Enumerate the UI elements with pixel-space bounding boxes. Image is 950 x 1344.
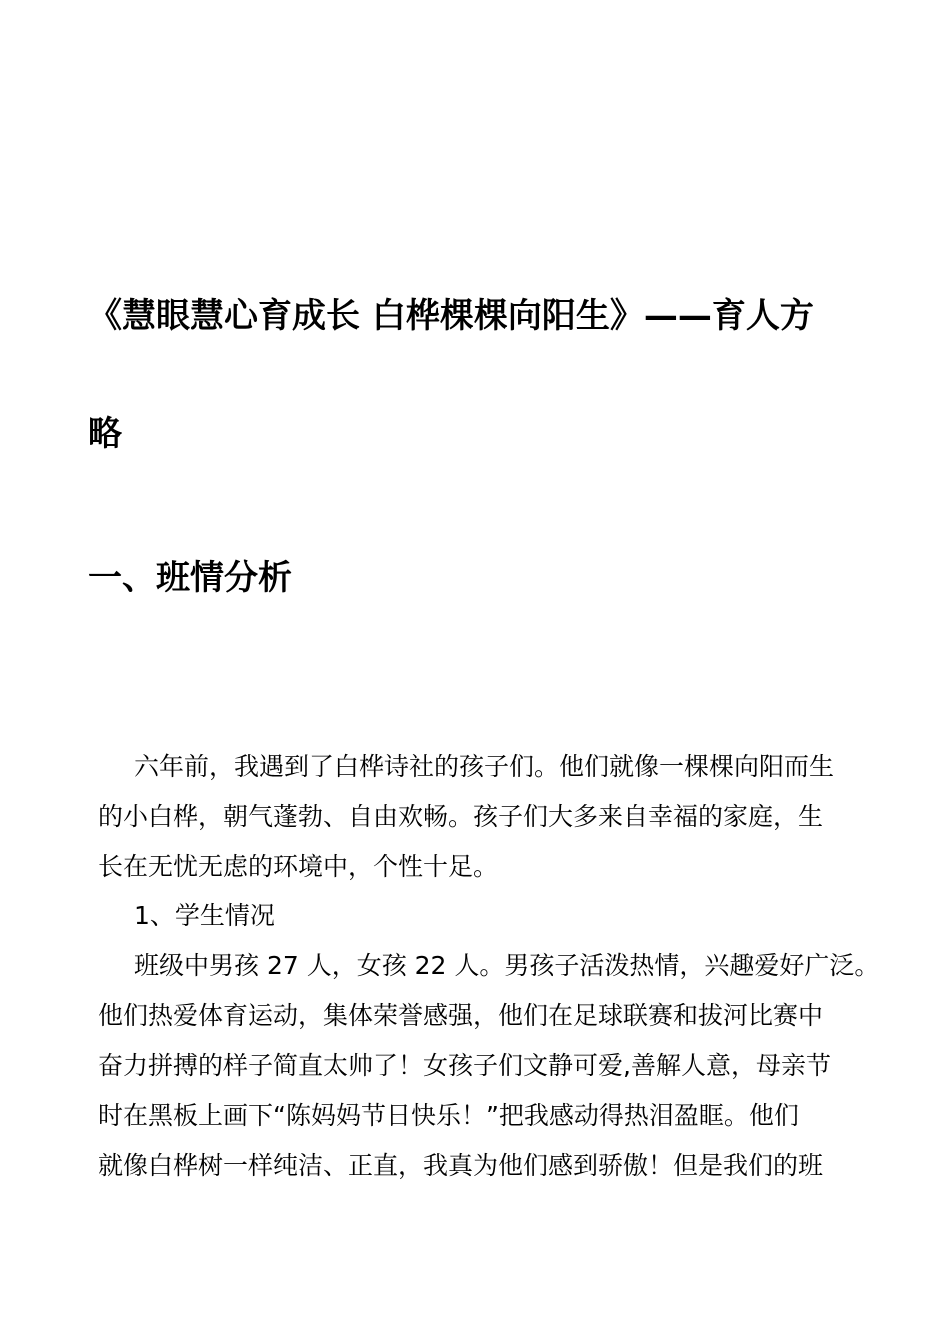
paragraph-2-line-5: 就像白桦树一样纯洁、正直，我真为他们感到骄傲！但是我们的班 [98,1151,824,1180]
paragraph-1-line-1: 六年前，我遇到了白桦诗社的孩子们。他们就像一棵棵向阳而生 [134,752,835,781]
paragraph-2-line-4: 时在黑板上画下“陈妈妈节日快乐！”把我感动得热泪盈眶。他们 [98,1101,799,1130]
paragraph-1-line-3: 长在无忧无虑的环境中，个性十足。 [98,852,499,881]
paragraph-2-line-3: 奋力拼搏的样子简直太帅了！女孩子们文静可爱,善解人意，母亲节 [98,1051,831,1080]
paragraph-2-line-2: 他们热爱体育运动，集体荣誉感强，他们在足球联赛和拔河比赛中 [98,1001,824,1030]
document-title-line-2: 略 [88,414,122,454]
paragraph-2-line-1: 班级中男孩 27 人，女孩 22 人。男孩子活泼热情，兴趣爱好广泛。 [134,951,880,980]
document-title-line-1: 《慧眼慧心育成长 白桦棵棵向阳生》——育人方 [88,296,814,336]
paragraph-1-line-2: 的小白桦，朝气蓬勃、自由欢畅。孩子们大多来自幸福的家庭，生 [98,802,824,831]
section-heading: 一、班情分析 [88,558,292,598]
subheading-student-situation: 1、学生情况 [134,901,275,930]
